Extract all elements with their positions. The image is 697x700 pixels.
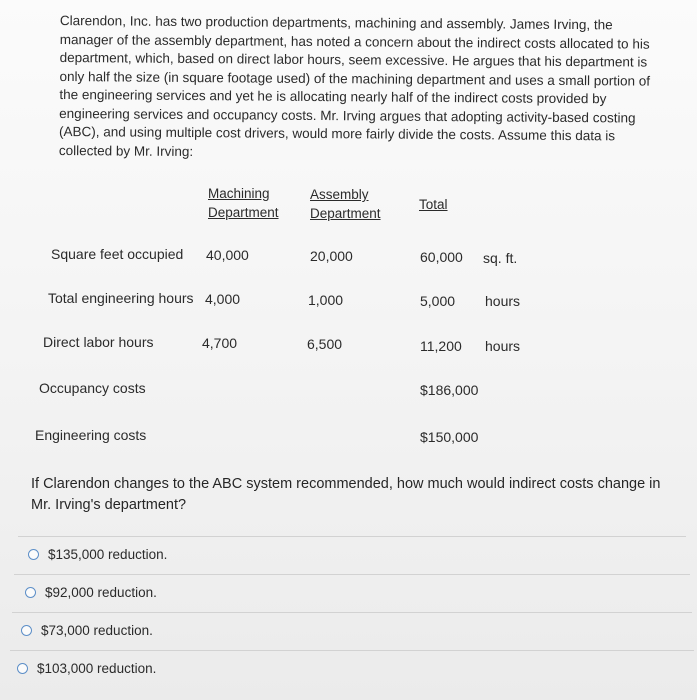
engineering-hours-total: 5,000: [420, 293, 456, 309]
engineering-costs-total: $150,000: [420, 429, 479, 445]
answer-option-label: $92,000 reduction.: [45, 585, 157, 600]
radio-button-icon[interactable]: [25, 587, 36, 598]
square-feet-total: 60,000: [420, 249, 463, 265]
header-machining: [208, 184, 279, 222]
header-assembly-line1: Assembly: [310, 187, 369, 202]
divider: [18, 536, 686, 537]
row-label-direct-labor: Direct labor hours: [43, 334, 154, 350]
answer-option-label: $73,000 reduction.: [41, 623, 153, 638]
header-machining-line2: Department: [208, 205, 279, 220]
header-machining-line1: Machining: [208, 186, 270, 201]
direct-labor-unit: hours: [485, 338, 521, 354]
answer-option-2[interactable]: [25, 585, 157, 600]
direct-labor-assembly: 6,500: [307, 336, 343, 352]
occupancy-costs-total: $186,000: [420, 382, 479, 398]
row-label-square-feet: Square feet occupied: [51, 246, 184, 262]
answer-option-label: $103,000 reduction.: [37, 661, 157, 676]
square-feet-assembly: 20,000: [310, 248, 353, 264]
engineering-hours-unit: hours: [485, 293, 521, 309]
square-feet-machining: 40,000: [206, 247, 249, 263]
header-assembly-line2: Department: [310, 206, 381, 221]
direct-labor-total: 11,200: [420, 338, 462, 354]
header-total: Total: [419, 197, 448, 212]
engineering-hours-machining: 4,000: [205, 291, 241, 307]
direct-labor-machining: 4,700: [202, 335, 238, 351]
answer-option-4[interactable]: [17, 661, 156, 676]
header-assembly: [310, 185, 381, 223]
radio-button-icon[interactable]: [28, 549, 39, 560]
divider: [10, 650, 694, 651]
square-feet-unit: sq. ft.: [483, 250, 518, 266]
row-label-engineering-hours: Total engineering hours: [48, 290, 194, 306]
question-text: If Clarendon changes to the ABC system recommended, how much would indirect costs change in Mr. Irving's department?: [31, 476, 661, 513]
radio-button-icon[interactable]: [17, 663, 28, 674]
answer-option-3[interactable]: [21, 623, 153, 638]
radio-button-icon[interactable]: [21, 625, 32, 636]
row-label-engineering-costs: Engineering costs: [35, 427, 147, 443]
row-label-occupancy-costs: Occupancy costs: [39, 380, 146, 396]
problem-statement: Clarendon, Inc. has two production departments, machining and assembly. James Irving, the manager of the assembly department, has noted a concern about the indirect costs allocated to his department, which, based on direct labor hours, seem excessive. He argues that his department is only half the size (in square footage used) of the machining department and uses a small portion of the engineering services and yet he is allocating nearly half of the indirect costs provided by engineering services and occupancy costs. Mr. Irving argues that adopting activity-based costing (ABC), and using multiple cost drivers, would more fairly divide the costs. Assume this data is collected by Mr. Irving:: [58, 12, 651, 159]
divider: [12, 612, 692, 613]
answer-option-label: $135,000 reduction.: [48, 547, 168, 562]
engineering-hours-assembly: 1,000: [308, 292, 344, 308]
answer-option-1[interactable]: [28, 547, 167, 562]
divider: [14, 574, 690, 575]
